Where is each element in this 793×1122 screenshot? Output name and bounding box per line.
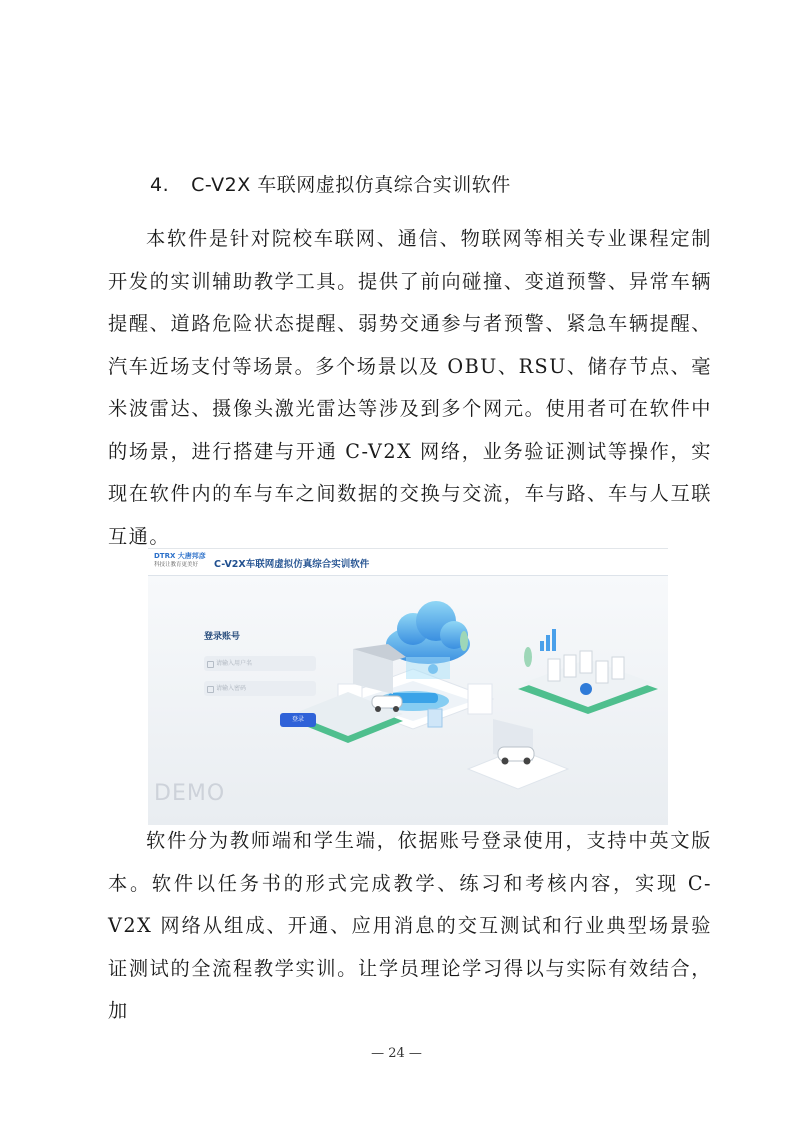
section-heading [150, 170, 511, 197]
section-number: 4. [150, 174, 170, 196]
username-input[interactable] [204, 656, 316, 671]
paragraph-text: 软件分为教师端和学生端，依据账号登录使用，支持中英文版本。软件以任务书的形式完成教学、练习和考核内容，实现 C-V2X 网络从组成、开通、应用消息的交互测试和行业典型场景验证测试的全流程教学实训。让学员理论学习得以与实际有效结合，加 [108, 829, 712, 1022]
login-panel [204, 629, 324, 723]
password-placeholder: 请输入密码 [216, 685, 247, 692]
paragraph-features [108, 820, 712, 1033]
logo-line1: DTRX 大唐邦彦 [154, 552, 206, 560]
lock-icon [207, 686, 214, 693]
paragraph-text: 本软件是针对院校车联网、通信、物联网等相关专业课程定制开发的实训辅助教学工具。提供了前向碰撞、变道预警、异常车辆提醒、道路危险状态提醒、弱势交通参与者预警、紧急车辆提醒、汽车近场支付等场景。多个场景以及 OBU、RSU、储存节点、毫米波雷达、摄像头激光雷达等涉及到多个网元。使用者可在软件中的场景，进行搭建与开通 C-V2X 网络，业务验证测试等操作，实现在软件内的车与车之间数据的交换与交流，车与路、车与人互联互通。 [108, 227, 712, 548]
signal-dot-icon [428, 664, 438, 674]
logo-line2: 科技让教育更美好 [154, 562, 199, 568]
user-icon [207, 661, 214, 668]
password-input[interactable] [204, 681, 316, 696]
app-title: C-V2X车联网虚拟仿真综合实训软件 [214, 559, 370, 570]
paragraph-intro [108, 218, 712, 558]
section-title: C-V2X 车联网虚拟仿真综合实训软件 [191, 174, 511, 196]
login-title: 登录账号 [204, 632, 241, 642]
software-screenshot [148, 548, 668, 825]
login-button[interactable]: 登录 [280, 713, 316, 727]
demo-watermark: DEMO [154, 781, 226, 806]
username-placeholder: 请输入用户名 [216, 660, 253, 667]
page-number: — 24 — [371, 1046, 422, 1061]
node-box-icon [428, 709, 442, 727]
